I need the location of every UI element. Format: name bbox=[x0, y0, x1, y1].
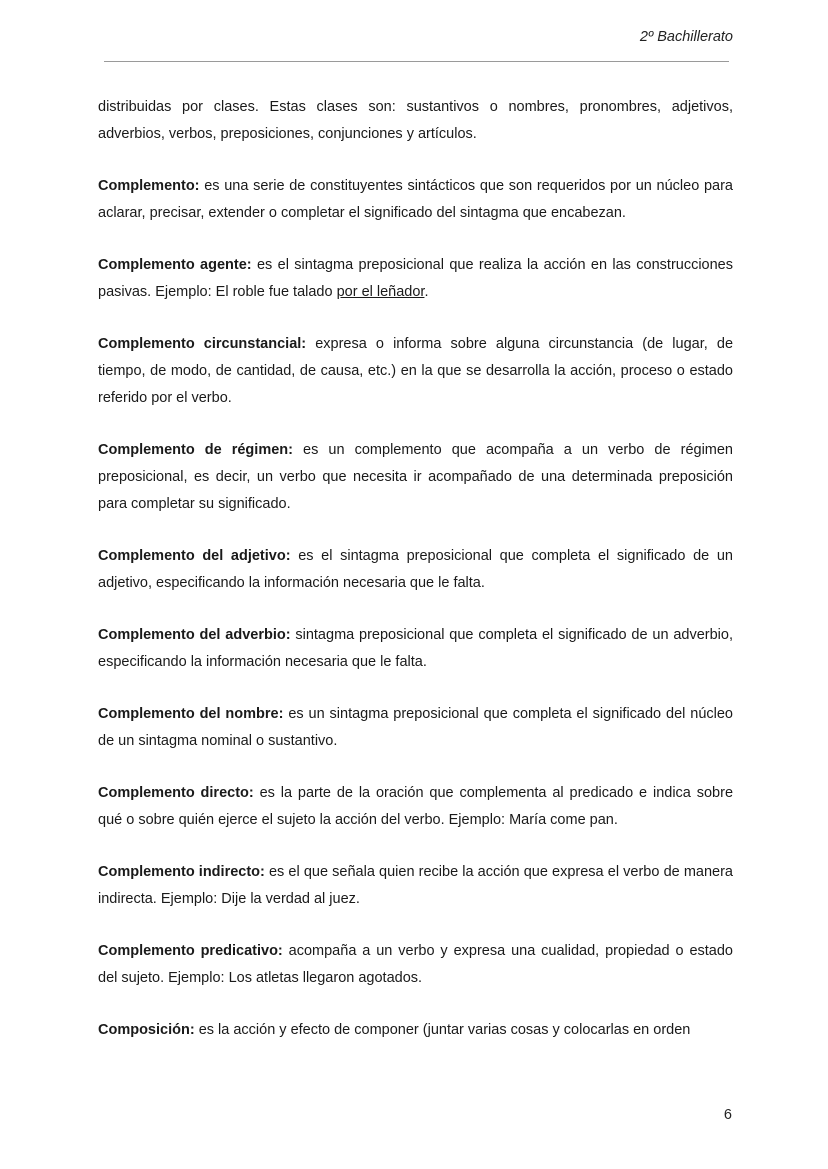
page-number: 6 bbox=[723, 1107, 732, 1123]
paragraph-text: distribuidas por clases. Estas clases son: sustantivos o nombres, pronombres, adjetivos, adverbios, verbos, preposiciones, conjunciones y artículos. bbox=[98, 99, 733, 142]
entry-term: Complemento agente: bbox=[98, 257, 252, 273]
entry-definition: es la parte de la oración que complementa al predicado e indica sobre qué o sobre quién ejerce el sujeto la acción del verbo. Ejemplo: María come pan. bbox=[98, 785, 734, 828]
glossary-entry-complemento-agente bbox=[98, 252, 733, 306]
glossary-entry-complemento-de-regimen bbox=[98, 437, 733, 518]
entry-definition-tail: . bbox=[424, 284, 429, 300]
entry-term: Complemento indirecto: bbox=[98, 864, 265, 880]
entry-definition: es la acción y efecto de componer (juntar varias cosas y colocarlas en orden bbox=[194, 1022, 691, 1038]
glossary-entry-complemento-circunstancial bbox=[98, 331, 733, 412]
glossary-entry-complemento-directo bbox=[98, 780, 733, 834]
entry-definition: sintagma preposicional que completa el significado de un adverbio, especificando la información necesaria que le falta. bbox=[98, 627, 733, 670]
entry-term: Complemento predicativo: bbox=[98, 943, 283, 959]
entry-definition: es un complemento que acompaña a un verbo de régimen preposicional, es decir, un verbo que necesita ir acompañado de una determinada preposición para completar su significado. bbox=[98, 442, 734, 512]
entry-definition: es el sintagma preposicional que completa el significado de un adjetivo, especificando la información necesaria que le falta. bbox=[98, 548, 733, 591]
glossary-entry-complemento-del-adjetivo bbox=[98, 543, 733, 597]
header-divider bbox=[104, 61, 729, 62]
glossary-entry-complemento-indirecto bbox=[98, 859, 733, 913]
entry-definition: es un sintagma preposicional que completa el significado del núcleo de un sintagma nominal o sustantivo. bbox=[98, 706, 733, 749]
entry-term: Complemento del nombre: bbox=[98, 706, 284, 722]
glossary-entry-complemento-predicativo bbox=[98, 938, 733, 992]
entry-definition: es el sintagma preposicional que realiza la acción en las construcciones pasivas. Ejemplo: El roble fue talado bbox=[98, 257, 733, 300]
entry-term: Complemento: bbox=[98, 178, 200, 194]
entry-term: Composición: bbox=[98, 1022, 195, 1038]
entry-example-underlined: por el leñador bbox=[336, 284, 425, 300]
glossary-entry-complemento-del-adverbio bbox=[98, 622, 733, 676]
header-course-label: 2º Bachillerato bbox=[639, 29, 733, 45]
entry-term: Complemento del adjetivo: bbox=[98, 548, 291, 564]
entry-definition: es el que señala quien recibe la acción que expresa el verbo de manera indirecta. Ejemplo: Dije la verdad al juez. bbox=[98, 864, 733, 907]
glossary-body bbox=[98, 94, 733, 1069]
entry-definition: expresa o informa sobre alguna circunstancia (de lugar, de tiempo, de modo, de cantidad, de causa, etc.) en la que se desarrolla la acción, proceso o estado referido por el verbo. bbox=[98, 336, 734, 406]
entry-definition: acompaña a un verbo y expresa una cualidad, propiedad o estado del sujeto. Ejemplo: Los atletas llegaron agotados. bbox=[98, 943, 733, 986]
glossary-entry-composicion bbox=[98, 1017, 733, 1044]
entry-term: Complemento de régimen: bbox=[98, 442, 293, 458]
glossary-paragraph-continuation bbox=[98, 94, 733, 148]
glossary-entry-complemento bbox=[98, 173, 733, 227]
entry-definition: es una serie de constituyentes sintácticos que son requeridos por un núcleo para aclarar, precisar, extender o completar el significado del sintagma que encabezan. bbox=[98, 178, 733, 221]
glossary-entry-complemento-del-nombre bbox=[98, 701, 733, 755]
entry-term: Complemento circunstancial: bbox=[98, 336, 307, 352]
entry-term: Complemento del adverbio: bbox=[98, 627, 291, 643]
entry-term: Complemento directo: bbox=[98, 785, 254, 801]
